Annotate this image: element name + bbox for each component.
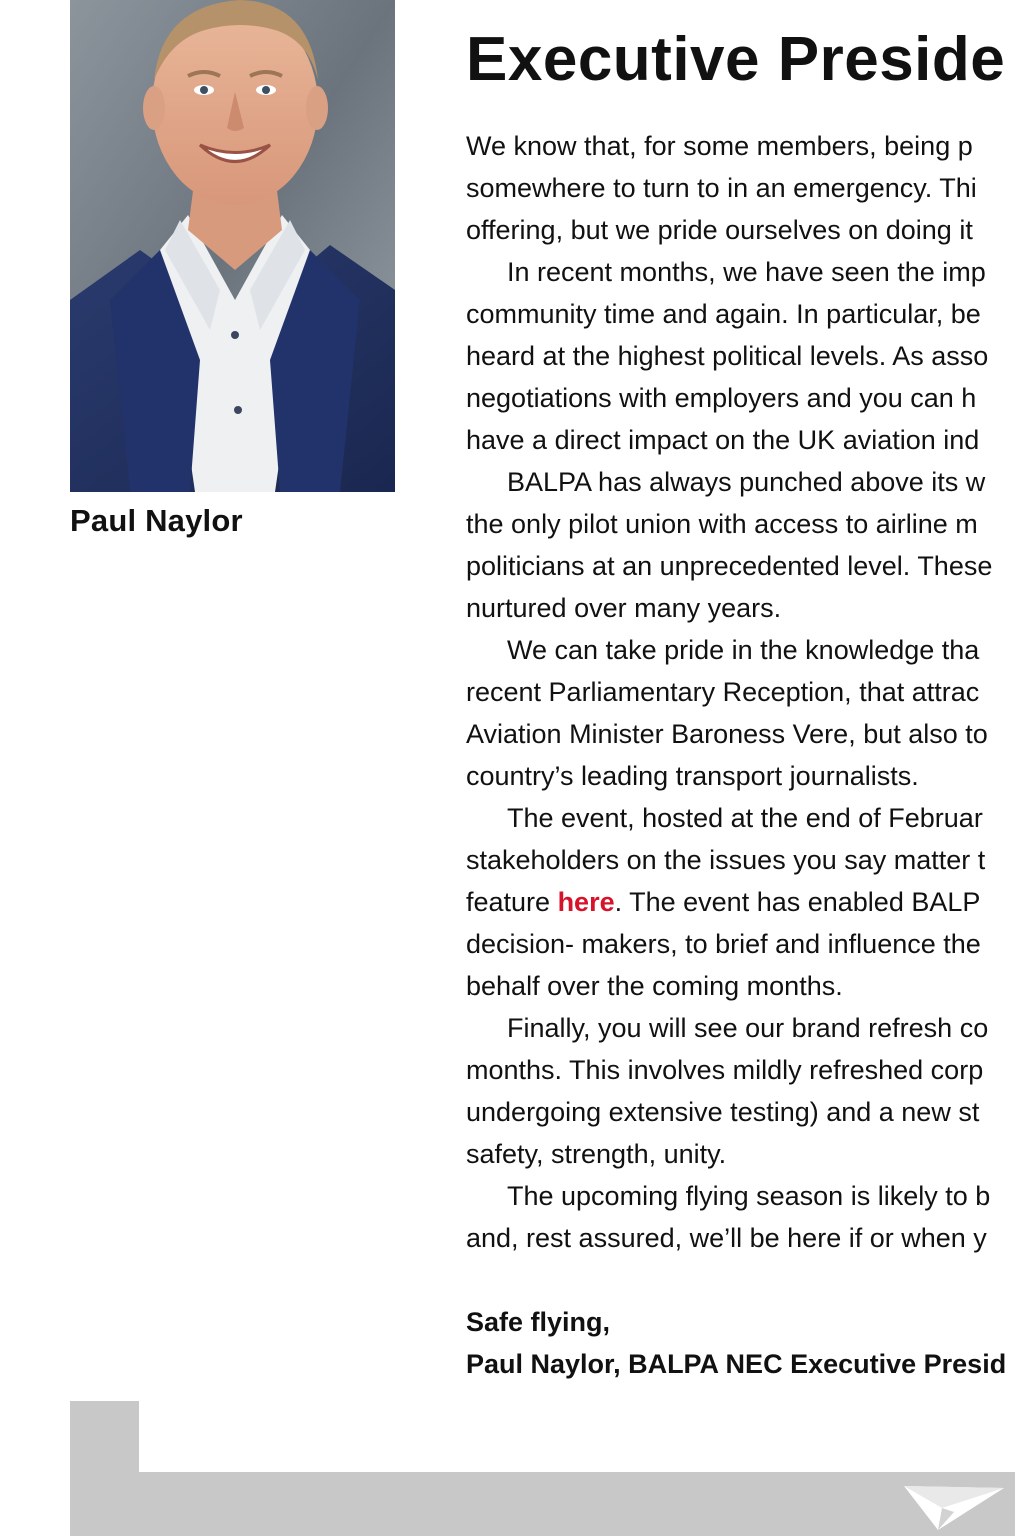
portrait-photo: [70, 0, 395, 492]
paper-plane-icon: [902, 1482, 1006, 1532]
article-line: recent Parliamentary Reception, that attrac: [466, 677, 980, 707]
link-line-prefix: feature: [466, 887, 558, 917]
article-paragraphs-bottom: [466, 923, 1024, 1259]
article-line: We know that, for some members, being p: [466, 131, 973, 161]
article-line: safety, strength, unity.: [466, 1139, 727, 1169]
article-line: undergoing extensive testing) and a new st: [466, 1097, 980, 1127]
link-line-suffix: . The event has enabled BALP: [614, 887, 981, 917]
article-line: decision- makers, to brief and influence the: [466, 929, 981, 959]
signature: Paul Naylor, BALPA NEC Executive Presid: [466, 1349, 1007, 1379]
article-line-with-link: [466, 881, 1024, 923]
article-line: We can take pride in the knowledge tha: [507, 635, 980, 665]
article-line: and, rest assured, we’ll be here if or when y: [466, 1223, 987, 1253]
article-line: have a direct impact on the UK aviation ind: [466, 425, 980, 455]
article-line: the only pilot union with access to airline m: [466, 509, 978, 539]
article-line: nurtured over many years.: [466, 593, 782, 623]
here-link[interactable]: here: [557, 887, 615, 917]
article-line: offering, but we pride ourselves on doing it: [466, 215, 973, 245]
article-line: country’s leading transport journalists.: [466, 761, 919, 791]
article-line: somewhere to turn to in an emergency. Thi: [466, 173, 977, 203]
article-line: heard at the highest political levels. As asso: [466, 341, 989, 371]
signoff: Safe flying,: [466, 1307, 611, 1337]
article-line: stakeholders on the issues you say matter t: [466, 845, 986, 875]
article-line: Finally, you will see our brand refresh co: [507, 1013, 989, 1043]
article-paragraphs-top: [466, 125, 1024, 881]
article-line: The event, hosted at the end of Februar: [507, 803, 983, 833]
article-line: negotiations with employers and you can h: [466, 383, 977, 413]
article-body: [466, 125, 1024, 1385]
article-line: community time and again. In particular, be: [466, 299, 981, 329]
portrait-caption: Paul Naylor: [70, 503, 243, 538]
article-line: months. This involves mildly refreshed corp: [466, 1055, 984, 1085]
article-line: BALPA has always punched above its w: [507, 467, 986, 497]
article-line: Aviation Minister Baroness Vere, but also to: [466, 719, 988, 749]
article-line: The upcoming flying season is likely to b: [507, 1181, 991, 1211]
article-line: politicians at an unprecedented level. These: [466, 551, 993, 581]
article-line: In recent months, we have seen the imp: [507, 257, 986, 287]
page-title: Executive Preside: [466, 25, 1006, 94]
article-line: behalf over the coming months.: [466, 971, 843, 1001]
footer-band: [70, 1472, 1015, 1536]
signoff-spacer: [466, 1259, 1024, 1301]
